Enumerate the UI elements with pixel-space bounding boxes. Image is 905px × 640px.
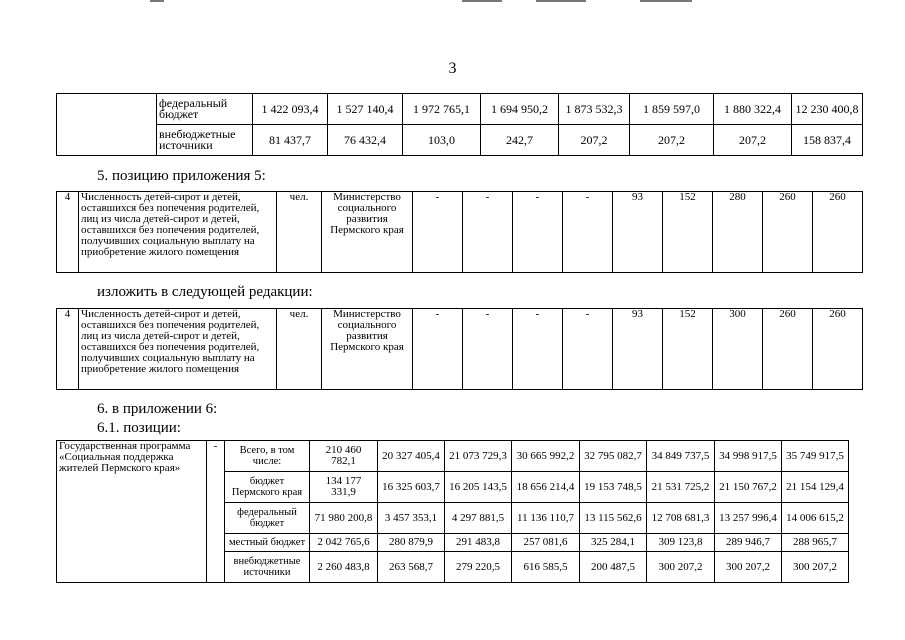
scan-edge-mark — [640, 0, 692, 2]
value-cell: 1 694 950,2 — [481, 94, 559, 125]
value-cell: 16 325 603,7 — [378, 472, 445, 503]
value-cell: 34 998 917,5 — [715, 441, 782, 472]
value-cell: 14 006 615,2 — [782, 503, 849, 534]
value-cell: 309 123,8 — [647, 534, 715, 552]
row-number: 4 — [57, 192, 79, 273]
value-cell: 18 656 214,4 — [512, 472, 580, 503]
value-cell: 207,2 — [559, 125, 630, 156]
value-cell: 34 849 737,5 — [647, 441, 715, 472]
value-cell: 280 879,9 — [378, 534, 445, 552]
value-cell: 93 — [613, 309, 663, 390]
dash-cell: - — [207, 441, 225, 583]
agency-cell: Министерство социального развития Пермского края — [322, 192, 413, 273]
table-row — [57, 309, 863, 390]
value-cell: 20 327 405,4 — [378, 441, 445, 472]
value-cell: 35 749 917,5 — [782, 441, 849, 472]
value-cell: 210 460 782,1 — [310, 441, 378, 472]
value-cell: 263 568,7 — [378, 552, 445, 583]
row-label: федеральный бюджет — [157, 94, 253, 125]
value-cell: 280 — [713, 192, 763, 273]
program-funding-table — [56, 440, 849, 583]
value-cell: 260 — [813, 192, 863, 273]
value-cell: 1 527 140,4 — [328, 94, 403, 125]
value-cell: 260 — [813, 309, 863, 390]
page-number: 3 — [448, 60, 457, 77]
section-5-heading: 5. позицию приложения 5: — [97, 168, 266, 184]
table-row — [57, 125, 863, 156]
value-cell: 1 873 532,3 — [559, 94, 630, 125]
value-cell: - — [563, 309, 613, 390]
value-cell: 21 531 725,2 — [647, 472, 715, 503]
value-cell: - — [413, 309, 463, 390]
old-position-table — [56, 191, 863, 273]
value-cell: 21 154 129,4 — [782, 472, 849, 503]
value-cell: 11 136 110,7 — [512, 503, 580, 534]
table-row — [57, 441, 849, 472]
value-cell: 1 880 322,4 — [714, 94, 792, 125]
value-cell: - — [463, 192, 513, 273]
source-label: федеральный бюджет — [225, 503, 310, 534]
value-cell: 158 837,4 — [792, 125, 863, 156]
table-row — [57, 94, 863, 125]
program-name: Государственная программа «Социальная поддержка жителей Пермского края» — [57, 441, 207, 583]
value-cell: - — [513, 192, 563, 273]
value-cell: 325 284,1 — [580, 534, 647, 552]
section-6-heading: 6. в приложении 6: — [97, 401, 218, 417]
source-label: Всего, в том числе: — [225, 441, 310, 472]
value-cell: 152 — [663, 192, 713, 273]
top-budget-table — [56, 93, 863, 156]
value-cell: - — [413, 192, 463, 273]
source-label: бюджет Пермского края — [225, 472, 310, 503]
scan-edge-mark — [150, 0, 164, 2]
new-position-table — [56, 308, 863, 390]
value-cell: 207,2 — [714, 125, 792, 156]
indicator-name: Численность детей-сирот и детей, оставшихся без попечения родителей, лиц из числа детей-сирот и детей, оставшихся без попечения родителей, получивших социальную выплату на приобретение жилого помещения — [79, 192, 277, 273]
value-cell: 76 432,4 — [328, 125, 403, 156]
source-label: местный бюджет — [225, 534, 310, 552]
value-cell: - — [513, 309, 563, 390]
value-cell: 200 487,5 — [580, 552, 647, 583]
value-cell: 288 965,7 — [782, 534, 849, 552]
value-cell: 291 483,8 — [445, 534, 512, 552]
value-cell: 152 — [663, 309, 713, 390]
indicator-name: Численность детей-сирот и детей, оставшихся без попечения родителей, лиц из числа детей-сирот и детей, оставшихся без попечения родителей, получивших социальную выплату на приобретение жилого помещения — [79, 309, 277, 390]
value-cell: 207,2 — [630, 125, 714, 156]
value-cell: - — [463, 309, 513, 390]
value-cell: 81 437,7 — [253, 125, 328, 156]
value-cell: 13 257 996,4 — [715, 503, 782, 534]
value-cell: 21 073 729,3 — [445, 441, 512, 472]
value-cell: 1 859 597,0 — [630, 94, 714, 125]
value-cell: 71 980 200,8 — [310, 503, 378, 534]
value-cell: 3 457 353,1 — [378, 503, 445, 534]
value-cell: 2 260 483,8 — [310, 552, 378, 583]
value-cell: 2 042 765,6 — [310, 534, 378, 552]
table-row — [57, 192, 863, 273]
scan-edge-mark — [462, 0, 502, 2]
value-cell: 242,7 — [481, 125, 559, 156]
value-cell: 257 081,6 — [512, 534, 580, 552]
value-cell: 19 153 748,5 — [580, 472, 647, 503]
value-cell: 289 946,7 — [715, 534, 782, 552]
value-cell: 103,0 — [403, 125, 481, 156]
row-label: внебюджетные источники — [157, 125, 253, 156]
value-cell: 32 795 082,7 — [580, 441, 647, 472]
section-6-1-heading: 6.1. позиции: — [97, 420, 181, 436]
value-cell: 13 115 562,6 — [580, 503, 647, 534]
value-cell: 260 — [763, 192, 813, 273]
edit-heading: изложить в следующей редакции: — [97, 284, 313, 300]
scan-edge-mark — [536, 0, 586, 2]
row-number: 4 — [57, 309, 79, 390]
value-cell: 16 205 143,5 — [445, 472, 512, 503]
value-cell: 279 220,5 — [445, 552, 512, 583]
value-cell: 300 207,2 — [715, 552, 782, 583]
value-cell: 260 — [763, 309, 813, 390]
value-cell: 300 207,2 — [782, 552, 849, 583]
unit-cell: чел. — [277, 192, 322, 273]
value-cell: 4 297 881,5 — [445, 503, 512, 534]
agency-cell: Министерство социального развития Пермского края — [322, 309, 413, 390]
value-cell: 12 708 681,3 — [647, 503, 715, 534]
blank-cell — [57, 94, 157, 156]
value-cell: 21 150 767,2 — [715, 472, 782, 503]
value-cell: 93 — [613, 192, 663, 273]
value-cell: 1 422 093,4 — [253, 94, 328, 125]
value-cell: 300 207,2 — [647, 552, 715, 583]
unit-cell: чел. — [277, 309, 322, 390]
value-cell: - — [563, 192, 613, 273]
value-cell: 134 177 331,9 — [310, 472, 378, 503]
value-cell: 1 972 765,1 — [403, 94, 481, 125]
value-cell: 30 665 992,2 — [512, 441, 580, 472]
value-cell: 12 230 400,8 — [792, 94, 863, 125]
value-cell: 300 — [713, 309, 763, 390]
source-label: внебюджетные источники — [225, 552, 310, 583]
value-cell: 616 585,5 — [512, 552, 580, 583]
